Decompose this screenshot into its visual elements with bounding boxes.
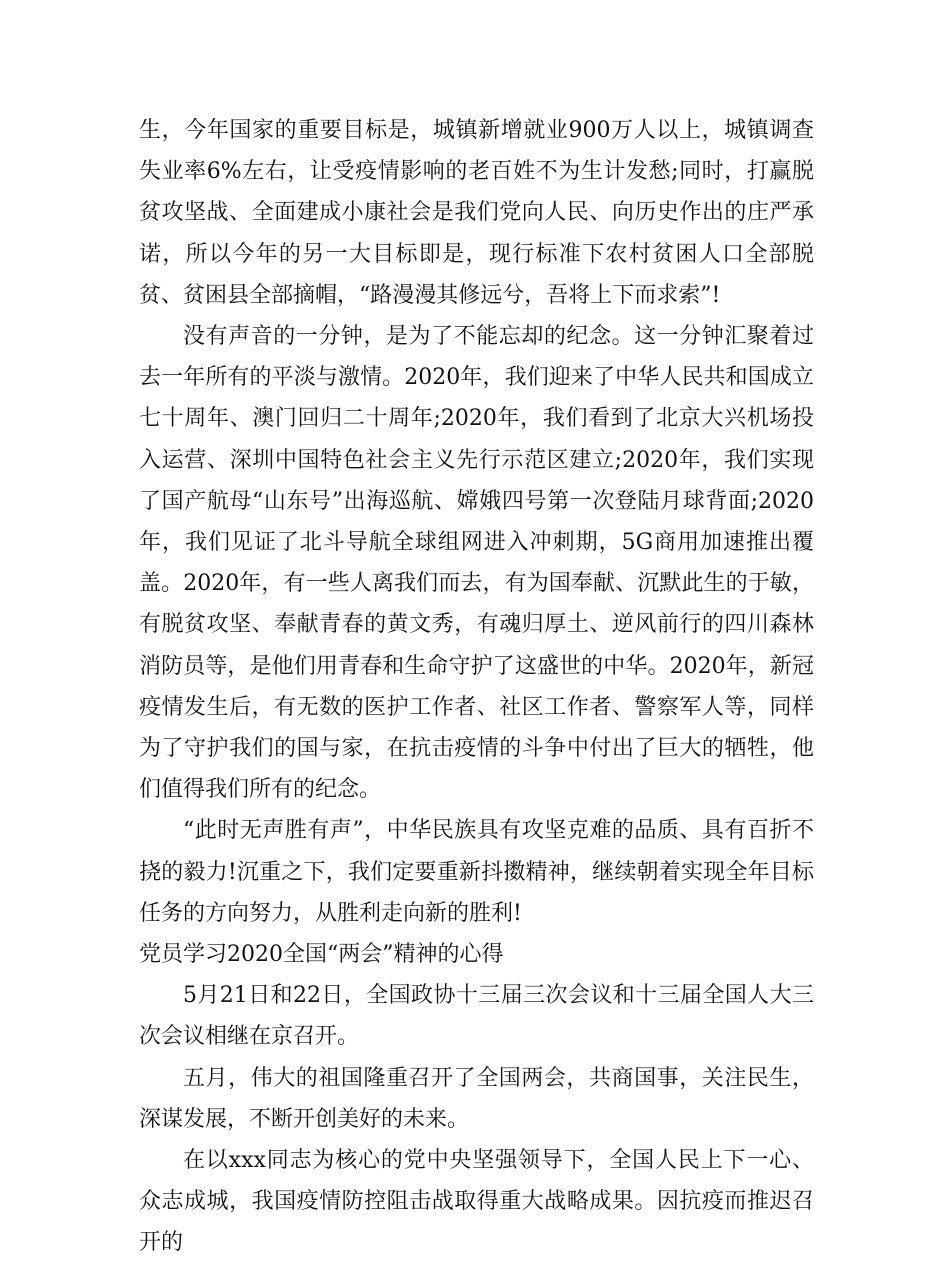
paragraph-continued: 生，今年国家的重要目标是，城镇新增就业900万人以上，城镇调查失业率6%左右，让受疫情影响的老百姓不为生计发愁;同时，打赢脱贫攻坚战、全面建成小康社会是我们党向人民、向历史作出的庄严承诺，所以今年的另一大目标即是，现行标准下农村贫困人口全部脱贫、贫困县全部摘帽，“路漫漫其修远兮，吾将上下而求索”! bbox=[139, 118, 814, 308]
paragraph: 没有声音的一分钟，是为了不能忘却的纪念。这一分钟汇聚着过去一年所有的平淡与激情。2020年，我们迎来了中华人民共和国成立七十周年、澳门回归二十周年;2020年，我们看到了北京大兴机场投入运营、深圳中国特色社会主义先行示范区建立;2020年，我们实现了国产航母“山东号”出海巡航、嫦娥四号第一次登陆月球背面;2020年，我们见证了北斗导航全球组网进入冲刺期，5G商用加速推出覆盖。2020年，有一些人离我们而去，有为国奉献、沉默此生的于敏，有脱贫攻坚、奉献青春的黄文秀，有魂归厚土、逆风前行的四川森林消防员等，是他们用青春和生命守护了这盛世的中华。2020年，新冠疫情发生后，有无数的医护工作者、社区工作者、警察军人等，同样为了守护我们的国与家，在抗击疫情的斗争中付出了巨大的牺牲，他们值得我们所有的纪念。 bbox=[139, 324, 814, 803]
section-heading: 党员学习2020全国“两会”精神的心得 bbox=[139, 942, 504, 968]
paragraph: 五月，伟大的祖国隆重召开了全国两会，共商国事，关注民生，深谋发展，不断开创美好的未来。 bbox=[139, 1065, 814, 1132]
paragraph: 5月21日和22日，全国政协十三届三次会议和十三届全国人大三次会议相继在京召开。 bbox=[139, 983, 814, 1050]
paragraph: “此时无声胜有声”，中华民族具有攻坚克难的品质、具有百折不挠的毅力!沉重之下，我们定要重新抖擞精神，继续朝着实现全年目标任务的方向努力，从胜利走向新的胜利! bbox=[139, 818, 814, 926]
document-body bbox=[139, 110, 814, 1264]
paragraph: 在以xxx同志为核心的党中央坚强领导下，全国人民上下一心、众志成城，我国疫情防控阻击战取得重大战略成果。因抗疫而推迟召开的 bbox=[139, 1148, 814, 1256]
